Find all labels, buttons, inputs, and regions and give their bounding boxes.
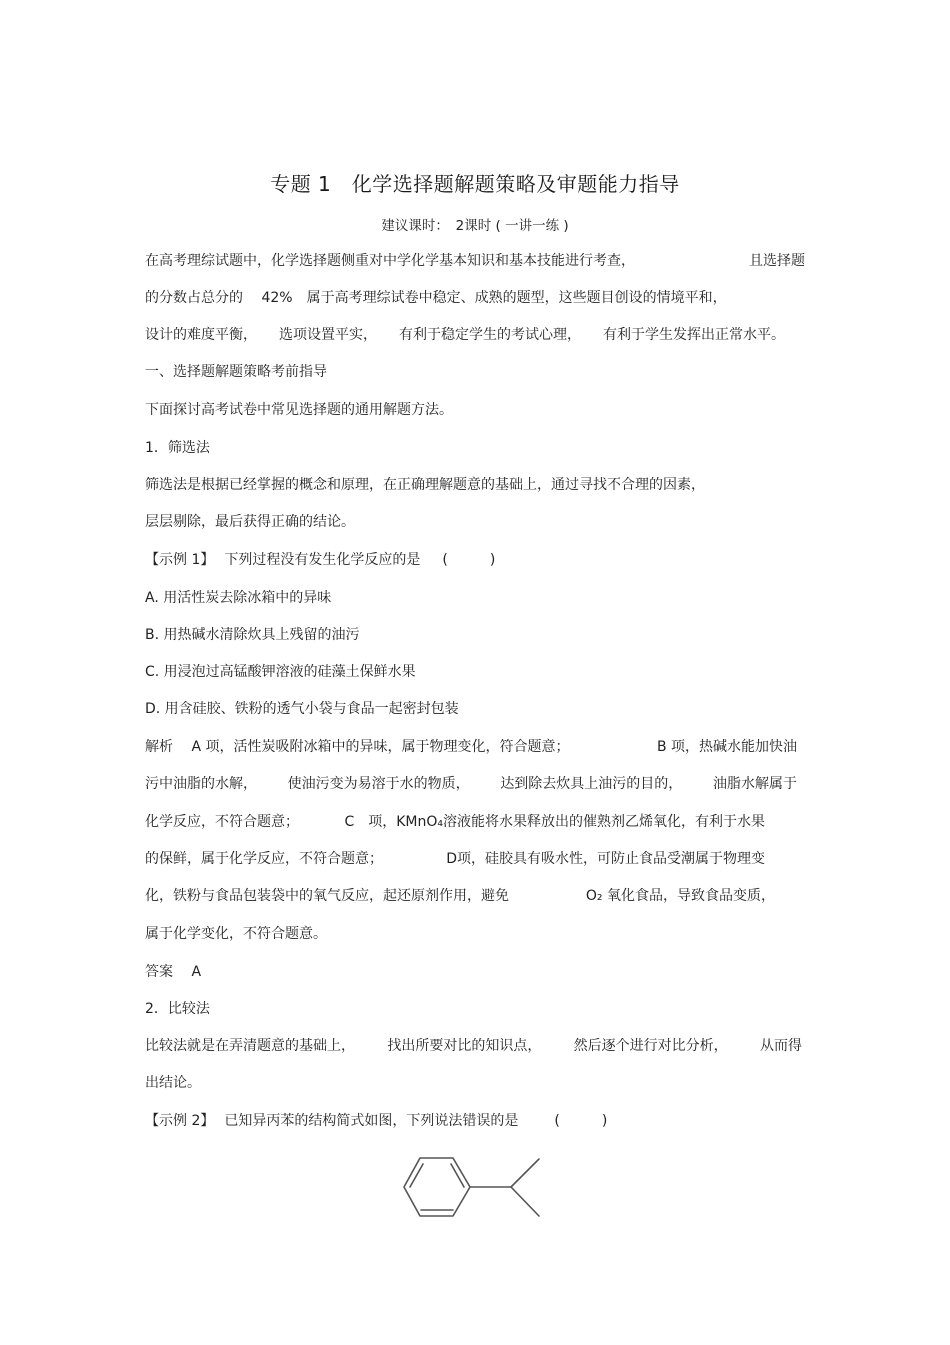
text-segment: 的分数占总分的 42% 属于高考理综试卷中稳定、成熟的题型，这些题目创设的情境平和， bbox=[145, 290, 727, 306]
text-segment: 且选择题 bbox=[749, 253, 805, 269]
text-segment: 化学反应，不符合题意； bbox=[145, 814, 299, 830]
text-segment: 化，铁粉与食品包装袋中的氧气反应，起还原剂作用，避免 bbox=[145, 888, 509, 904]
option-a: A. 用活性炭去除冰箱中的异味 bbox=[145, 590, 332, 606]
text-segment: 从而得 bbox=[759, 1038, 802, 1054]
text-segment: 出结论。 bbox=[145, 1075, 201, 1091]
text-segment: 有利于学生发挥出正常水平。 bbox=[603, 327, 785, 343]
text-segment: D项，硅胶具有吸水性，可防止食品受潮属于物理变 bbox=[446, 851, 765, 867]
section-intro: 下面探讨高考试卷中常见选择题的通用解题方法。 bbox=[145, 402, 453, 418]
text-segment: 选项设置平实， bbox=[279, 327, 377, 343]
analysis-line-3 bbox=[145, 812, 765, 832]
example-1-question bbox=[145, 550, 805, 570]
text-segment: 达到除去炊具上油污的目的， bbox=[500, 776, 683, 792]
benzene-ring bbox=[404, 1158, 470, 1216]
intro-line-2 bbox=[145, 288, 805, 308]
intro-line-1 bbox=[145, 251, 805, 271]
option-c: C. 用浸泡过高锰酸钾溶液的硅藻土保鲜水果 bbox=[145, 664, 416, 680]
option-d: D. 用含硅胶、铁粉的透气小袋与食品一起密封包装 bbox=[145, 701, 459, 717]
answer-line: 答案 A bbox=[145, 964, 202, 980]
cumene-structure-diagram bbox=[398, 1150, 548, 1225]
text-segment: B 项，热碱水能加快油 bbox=[656, 739, 797, 755]
text-segment: 然后逐个进行对比分析， bbox=[573, 1038, 728, 1054]
document-title: 专题 1 化学选择题解题策略及审题能力指导 bbox=[270, 172, 680, 196]
method-1-desc-1: 筛选法是根据已经掌握的概念和原理，在正确理解题意的基础上，通过寻找不合理的因素， bbox=[145, 477, 705, 493]
method-2-desc-2 bbox=[145, 1073, 805, 1093]
analysis-line-2 bbox=[145, 774, 797, 794]
methyl-bond-lower bbox=[511, 1187, 539, 1216]
double-bond-inner bbox=[410, 1164, 423, 1187]
suggested-hours: 建议课时： 2课时 ( 一讲一练 ) bbox=[381, 218, 569, 234]
text-segment: O₂ 氧化食品，导致食品变质， bbox=[585, 888, 775, 904]
section-heading: 一、选择题解题策略考前指导 bbox=[145, 364, 327, 380]
text-segment: 找出所要对比的知识点， bbox=[387, 1038, 542, 1054]
analysis-line-5 bbox=[145, 886, 775, 906]
text-segment: 在高考理综试题中，化学选择题侧重对中学化学基本知识和基本技能进行考查， bbox=[145, 253, 635, 269]
method-1-desc-2: 层层剔除，最后获得正确的结论。 bbox=[145, 514, 355, 530]
text-segment: 使油污变为易溶于水的物质， bbox=[287, 776, 470, 792]
example-label: 【示例 2】 bbox=[145, 1113, 215, 1129]
text-segment: 的保鲜，属于化学反应，不符合题意； bbox=[145, 851, 383, 867]
analysis-line-4 bbox=[145, 849, 765, 869]
analysis-line-1 bbox=[145, 737, 797, 757]
example-text: 下列过程没有发生化学反应的是 bbox=[224, 552, 421, 568]
method-2-desc-1 bbox=[145, 1036, 802, 1056]
text-segment: 比较法就是在弄清题意的基础上， bbox=[145, 1038, 355, 1054]
example-label: 【示例 1】 bbox=[145, 552, 215, 568]
methyl-bond-upper bbox=[511, 1159, 539, 1187]
text-segment: 属于化学变化，不符合题意。 bbox=[145, 926, 327, 942]
example-text: 已知异丙苯的结构简式如图，下列说法错误的是 bbox=[224, 1113, 519, 1129]
example-2-question bbox=[145, 1111, 805, 1131]
text-segment: 设计的难度平衡， bbox=[145, 327, 257, 343]
option-b: B. 用热碱水清除炊具上残留的油污 bbox=[145, 627, 360, 643]
text-segment: 解析 A 项，活性炭吸附冰箱中的异味，属于物理变化，符合题意； bbox=[145, 739, 570, 755]
method-2-heading: 2．比较法 bbox=[145, 1001, 210, 1017]
text-segment: C 项，KMnO₄溶液能将水果释放出的催熟剂乙烯氧化，有利于水果 bbox=[344, 814, 765, 830]
analysis-line-6 bbox=[145, 924, 805, 944]
answer-blank: ( ) bbox=[554, 1113, 608, 1129]
double-bond-inner bbox=[451, 1164, 464, 1187]
method-1-heading: 1．筛选法 bbox=[145, 440, 210, 456]
text-segment: 污中油脂的水解， bbox=[145, 776, 257, 792]
intro-line-3 bbox=[145, 325, 785, 345]
text-segment: 油脂水解属于 bbox=[712, 776, 797, 792]
text-segment: 有利于稳定学生的考试心理， bbox=[399, 327, 581, 343]
answer-blank: ( ) bbox=[442, 552, 496, 568]
